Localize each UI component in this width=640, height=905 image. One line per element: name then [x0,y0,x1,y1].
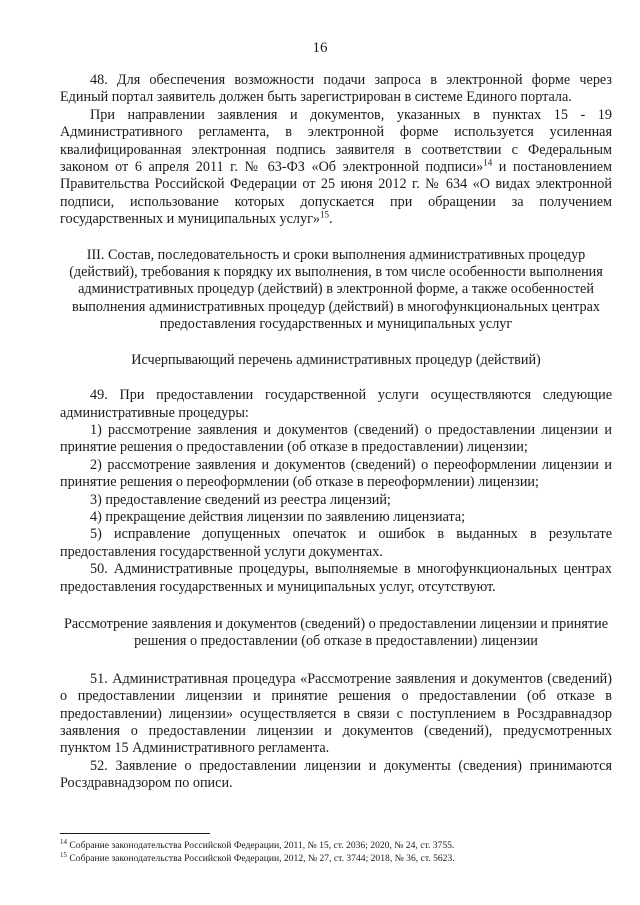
footnotes [60,839,620,865]
paragraph-48-signature-text-1: При направлении заявления и документов, указанных в пунктах 15 - 19 Административного регламента, в электронной форме используется усиленная квалифицированная электронная подпись заявителя в соответствии с Федеральным законом от 6 апреля 2011 г. № 63-ФЗ «Об электронной подписи» [60,106,612,176]
paragraph-48-signature-text-3: . [329,211,333,228]
section-3-heading: III. Состав, последовательность и сроки выполнения административных процедур (действий), требования к порядку их выполнения, в том числе особенности выполнения административных процедур (действий) в электронной форме, а также особенностей выполнения административных процедур (действий) в многофункциональных центрах предоставления государственных и муниципальных услуг [69,246,603,333]
footnote-14 [60,839,620,852]
footnote-ref-14: 14 [483,157,493,168]
footnote-separator [60,833,210,834]
procedure-item-1: 1) рассмотрение заявления и документов (сведений) о предоставлении лицензии и принятие решения о предоставлении (об отказе в предоставлении) лицензии; [60,421,612,456]
subheading-procedures-list: Исчерпывающий перечень административных процедур (действий) [131,351,541,368]
footnote-ref-15: 15 [320,209,329,220]
footnote-15-mark: 15 [60,850,67,859]
footnote-14-text: Собрание законодательства Российской Федерации, 2011, № 15, ст. 2036; 2020, № 24, ст. 3755. [67,840,455,851]
paragraph-51: 51. Административная процедура «Рассмотрение заявления и документов (сведений) о предоставлении лицензии и принятие решения о предоставлении (об отказе в предоставлении) лицензии» осуществляется в связи с поступлением в Росздравнадзор заявления о предоставлении лицензии и документов (сведений), предусмотренных пунктом 15 Административного регламента. [60,670,612,757]
paragraph-50: 50. Административные процедуры, выполняемые в многофункциональных центрах предоставления государственных и муниципальных услуг, отсутствуют. [60,561,612,595]
page-number: 16 [312,40,328,56]
subheading-license-review: Рассмотрение заявления и документов (сведений) о предоставлении лицензии и принятие решения о предоставлении (об отказе в предоставлении) лицензии [63,615,608,650]
footnote-14-mark: 14 [60,837,67,846]
procedure-item-5: 5) исправление допущенных опечаток и ошибок в выданных в результате предоставления государственной услуги документах. [60,526,612,560]
procedure-item-4: 4) прекращение действия лицензии по заявлению лицензиата; [90,508,466,525]
paragraph-49: 49. При предоставлении государственной услуги осуществляются следующие административные процедуры: [60,387,612,421]
paragraph-48-signature [60,107,612,229]
procedure-item-3: 3) предоставление сведений из реестра лицензий; [90,491,391,508]
paragraph-52: 52. Заявление о предоставлении лицензии и документы (сведения) принимаются Росздравнадзором по описи. [60,757,612,792]
paragraph-48-signature-text-2: и постановлением Правительства Российской Федерации от 25 июня 2012 г. № 634 «О видах электронной подписи, использование которых допускается при обращении за получением государственных и муниципальных услуг» [60,159,612,228]
document-body [60,72,612,793]
footnote-15-text: Собрание законодательства Российской Федерации, 2012, № 27, ст. 3744; 2018, № 36, ст. 5623. [67,853,455,864]
footnote-15 [60,852,620,865]
paragraph-48: 48. Для обеспечения возможности подачи запроса в электронной форме через Единый портал заявитель должен быть зарегистрирован в системе Единого портала. [60,72,612,106]
procedure-item-2: 2) рассмотрение заявления и документов (сведений) о переоформлении лицензии и принятие решения о переоформлении (об отказе в переоформлении) лицензии; [60,456,612,491]
